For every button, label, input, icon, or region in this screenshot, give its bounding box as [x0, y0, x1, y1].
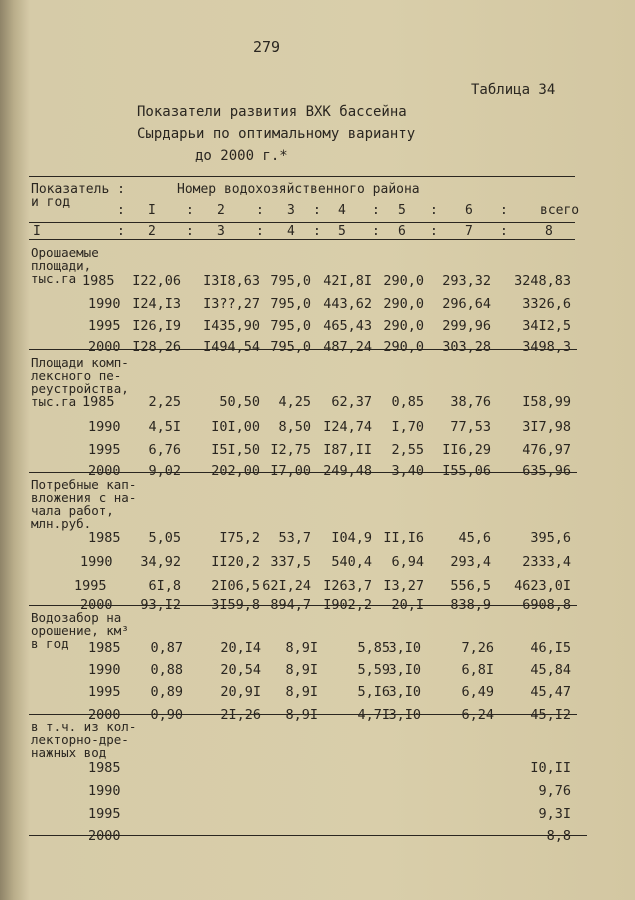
- table-cell: 3,I0: [388, 640, 421, 656]
- header-row2-cell-10: :: [430, 203, 438, 218]
- title-line-2: Сырдарьи по оптимальному варианту: [137, 126, 416, 142]
- row-year: 2000: [88, 463, 121, 479]
- header-row2-cell-9: 5: [398, 203, 406, 218]
- table-cell: I26,I9: [132, 318, 181, 334]
- table-cell: 2,25: [148, 394, 181, 410]
- table-cell: 299,96: [442, 318, 491, 334]
- table-cell: 795,0: [270, 318, 311, 334]
- table-cell: 4,25: [278, 394, 311, 410]
- row-year: 2000: [88, 707, 121, 723]
- table-cell: I902,2: [323, 597, 372, 613]
- section-3-label-line: орошение, км³: [31, 623, 129, 638]
- title-line-1: Показатели развития ВХК бассейна: [137, 104, 407, 120]
- table-cell: I87,II: [323, 442, 372, 458]
- table-cell: 42I,8I: [323, 273, 372, 289]
- section-0-label-line: Орошаемые: [31, 245, 99, 260]
- header-row3-cell-5: :: [256, 224, 264, 239]
- table-cell: I435,90: [203, 318, 260, 334]
- header-row3-cell-13: :: [500, 224, 508, 239]
- table-cell: 3,I0: [388, 707, 421, 723]
- row-year: 2000: [88, 339, 121, 355]
- table-cell: 62,37: [331, 394, 372, 410]
- table-cell: 5,59: [357, 662, 390, 678]
- header-row3-cell-9: :: [372, 224, 380, 239]
- table-cell: 3,I0: [388, 684, 421, 700]
- section-rule: [29, 349, 577, 350]
- table-cell: 0,90: [150, 707, 183, 723]
- table-cell: I24,74: [323, 419, 372, 435]
- table-cell: II6,29: [442, 442, 491, 458]
- table-cell: I3,27: [383, 578, 424, 594]
- table-cell: I0I,00: [211, 419, 260, 435]
- row-year: 2000: [80, 597, 113, 613]
- section-2-label-line: чала работ,: [31, 503, 114, 518]
- header-col0-line2: и год: [31, 195, 71, 210]
- table-cell: 290,0: [383, 296, 424, 312]
- section-1-label-line: тыс.га: [31, 394, 77, 409]
- header-row2-cell-3: 2: [217, 203, 225, 218]
- header-row3-cell-6: 4: [287, 224, 295, 239]
- section-2-label-line: вложения с на-: [31, 490, 137, 505]
- section-2-label-line: Потребные кап-: [31, 477, 137, 492]
- table-cell: 4,5I: [148, 419, 181, 435]
- table-cell: 8,9I: [285, 707, 318, 723]
- table-cell: I3I8,63: [203, 273, 260, 289]
- table-cell: 46,I5: [530, 640, 571, 656]
- table-cell: 45,47: [530, 684, 571, 700]
- table-cell: 249,48: [323, 463, 372, 479]
- table-cell: I55,06: [442, 463, 491, 479]
- row-year: 1995: [74, 578, 107, 594]
- table-cell: 6,94: [391, 554, 424, 570]
- table-cell: 7,26: [461, 640, 494, 656]
- table-cell: 795,0: [270, 273, 311, 289]
- table-cell: I,70: [391, 419, 424, 435]
- header-row2-cell-6: :: [313, 203, 321, 218]
- table-cell: 290,0: [383, 318, 424, 334]
- table-cell: I04,9: [331, 530, 372, 546]
- header-row3-cell-3: :: [186, 224, 194, 239]
- table-title: [137, 101, 415, 167]
- table-cell: 6,8I: [461, 662, 494, 678]
- header-row2-cell-11: 6: [465, 203, 473, 218]
- header-row2-cell-12: :: [500, 203, 508, 218]
- table-cell: I5I,50: [211, 442, 260, 458]
- table-cell: 795,0: [270, 296, 311, 312]
- section-2-label-line: млн.руб.: [31, 516, 92, 531]
- table-cell: 6I,8: [148, 578, 181, 594]
- header-row2-cell-5: 3: [287, 203, 295, 218]
- table-cell: 34,92: [140, 554, 181, 570]
- table-cell: 337,5: [270, 554, 311, 570]
- table-cell: I263,7: [323, 578, 372, 594]
- table-cell: 443,62: [323, 296, 372, 312]
- table-cell: I24,I3: [132, 296, 181, 312]
- table-cell: 93,I2: [140, 597, 181, 613]
- header-row3-cell-2: 2: [148, 224, 156, 239]
- table-cell: I0,II: [530, 760, 571, 776]
- table-cell: 290,0: [383, 273, 424, 289]
- section-1-label-line: Площади комп-: [31, 355, 129, 370]
- header-row2-cell-2: :: [186, 203, 194, 218]
- row-year: 1990: [88, 783, 121, 799]
- table-cell: 487,24: [323, 339, 372, 355]
- table-cell: I2,75: [270, 442, 311, 458]
- table-cell: 5,85: [357, 640, 390, 656]
- table-cell: 45,6: [458, 530, 491, 546]
- table-cell: 8,9I: [285, 662, 318, 678]
- table-cell: 8,9I: [285, 684, 318, 700]
- section-1-label-line: лексного пе-: [31, 368, 122, 383]
- table-cell: I3??,27: [203, 296, 260, 312]
- table-cell: 62I,24: [262, 578, 311, 594]
- header-row3-cell-12: 7: [465, 224, 473, 239]
- table-cell: I7,00: [270, 463, 311, 479]
- table-cell: 8,50: [278, 419, 311, 435]
- header-row3-cell-7: :: [313, 224, 321, 239]
- table-cell: 3I7,98: [522, 419, 571, 435]
- table-cell: 290,0: [383, 339, 424, 355]
- table-cell: 838,9: [450, 597, 491, 613]
- page-number: 279: [253, 38, 281, 56]
- header-row2-cell-7: 4: [338, 203, 346, 218]
- table-cell: 5,05: [148, 530, 181, 546]
- table-cell: 0,88: [150, 662, 183, 678]
- table-cell: 0,89: [150, 684, 183, 700]
- table-cell: I75,2: [219, 530, 260, 546]
- row-year: 1990: [88, 419, 121, 435]
- section-rule: [29, 835, 587, 836]
- header-row3-cell-11: :: [430, 224, 438, 239]
- table-cell: 3,40: [391, 463, 424, 479]
- header-col0-line1: Показатель :: [31, 182, 125, 197]
- row-year: 1985: [82, 394, 115, 410]
- table-cell: 395,6: [530, 530, 571, 546]
- section-1-label-line: реустройства,: [31, 381, 129, 396]
- table-label: Таблица 34: [471, 82, 556, 98]
- header-row3-cell-1: :: [117, 224, 125, 239]
- row-year: 1990: [88, 662, 121, 678]
- table-cell: 2,55: [391, 442, 424, 458]
- table-cell: 635,96: [522, 463, 571, 479]
- table-cell: 293,32: [442, 273, 491, 289]
- rule-header-bottom: [29, 239, 575, 240]
- table-cell: 556,5: [450, 578, 491, 594]
- table-cell: 77,53: [450, 419, 491, 435]
- header-group-title: Номер водохозяйственного района: [177, 182, 420, 197]
- table-cell: 465,43: [323, 318, 372, 334]
- row-year: 1990: [88, 296, 121, 312]
- table-cell: 894,7: [270, 597, 311, 613]
- table-cell: 9,3I: [538, 806, 571, 822]
- section-rule: [29, 714, 577, 715]
- header-row3-cell-0: I: [33, 224, 41, 239]
- table-cell: 9,02: [148, 463, 181, 479]
- table-cell: 4623,0I: [514, 578, 571, 594]
- table-cell: 6908,8: [522, 597, 571, 613]
- table-cell: 3I59,8: [211, 597, 260, 613]
- table-cell: 795,0: [270, 339, 311, 355]
- table-cell: 6,24: [461, 707, 494, 723]
- table-cell: II,I6: [383, 530, 424, 546]
- table-cell: 3248,83: [514, 273, 571, 289]
- table-cell: 296,64: [442, 296, 491, 312]
- section-3-label-line: в год: [31, 636, 69, 651]
- section-3-label-line: Водозабор на: [31, 610, 122, 625]
- table-cell: 38,76: [450, 394, 491, 410]
- table-cell: 6,76: [148, 442, 181, 458]
- header-row3-cell-4: 3: [217, 224, 225, 239]
- rule-header-mid: [29, 222, 575, 223]
- table-cell: 5,I6: [357, 684, 390, 700]
- header-row2-cell-8: :: [372, 203, 380, 218]
- header-row2-cell-1: I: [148, 203, 156, 218]
- table-cell: 3326,6: [522, 296, 571, 312]
- header-row3-cell-14: 8: [545, 224, 553, 239]
- table-cell: I494,54: [203, 339, 260, 355]
- table-cell: 45,I2: [530, 707, 571, 723]
- table-cell: 2I06,5: [211, 578, 260, 594]
- row-year: 2000: [88, 828, 121, 844]
- section-rule: [29, 605, 577, 606]
- title-line-3: до 2000 г.*: [195, 148, 288, 164]
- row-year: 1985: [88, 530, 121, 546]
- table-cell: 293,4: [450, 554, 491, 570]
- row-year: 1995: [88, 806, 121, 822]
- table-cell: 0,87: [150, 640, 183, 656]
- table-cell: 9,76: [538, 783, 571, 799]
- table-cell: 540,4: [331, 554, 372, 570]
- row-year: 1995: [88, 684, 121, 700]
- table-cell: 50,50: [219, 394, 260, 410]
- section-0-label-line: площади,: [31, 258, 92, 273]
- header-row3-cell-8: 5: [338, 224, 346, 239]
- row-year: 1995: [88, 442, 121, 458]
- table-cell: II20,2: [211, 554, 260, 570]
- table-cell: 3,I0: [388, 662, 421, 678]
- table-cell: I28,26: [132, 339, 181, 355]
- table-cell: 0,85: [391, 394, 424, 410]
- table-cell: 6,49: [461, 684, 494, 700]
- section-4-label-line: лекторно-дре-: [31, 732, 129, 747]
- table-cell: 20,54: [220, 662, 261, 678]
- row-year: 1985: [88, 640, 121, 656]
- section-0-label-line: тыс.га: [31, 271, 77, 286]
- table-cell: 3498,3: [522, 339, 571, 355]
- table-cell: 34I2,5: [522, 318, 571, 334]
- table-cell: I58,99: [522, 394, 571, 410]
- table-cell: I22,06: [132, 273, 181, 289]
- table-cell: 20,I: [391, 597, 424, 613]
- section-4-label-line: в т.ч. из кол-: [31, 719, 137, 734]
- header-row2-cell-0: :: [117, 203, 125, 218]
- table-cell: 8,9I: [285, 640, 318, 656]
- table-cell: 53,7: [278, 530, 311, 546]
- header-row2-cell-4: :: [256, 203, 264, 218]
- table-cell: 45,84: [530, 662, 571, 678]
- table-cell: 476,97: [522, 442, 571, 458]
- rule-top: [29, 176, 575, 177]
- table-cell: 2I,26: [220, 707, 261, 723]
- header-row3-cell-10: 6: [398, 224, 406, 239]
- table-cell: 4,7I: [357, 707, 390, 723]
- table-cell: 20,I4: [220, 640, 261, 656]
- section-rule: [29, 472, 577, 473]
- table-cell: 8,8: [546, 828, 571, 844]
- row-year: 1995: [88, 318, 121, 334]
- table-cell: 202,00: [211, 463, 260, 479]
- header-row2-cell-13: всего: [540, 203, 580, 218]
- section-4-label-line: нажных вод: [31, 745, 107, 760]
- table-cell: 303,28: [442, 339, 491, 355]
- table-cell: 20,9I: [220, 684, 261, 700]
- row-year: 1985: [88, 760, 121, 776]
- table-cell: 2333,4: [522, 554, 571, 570]
- row-year: 1990: [80, 554, 113, 570]
- row-year: 1985: [82, 273, 115, 289]
